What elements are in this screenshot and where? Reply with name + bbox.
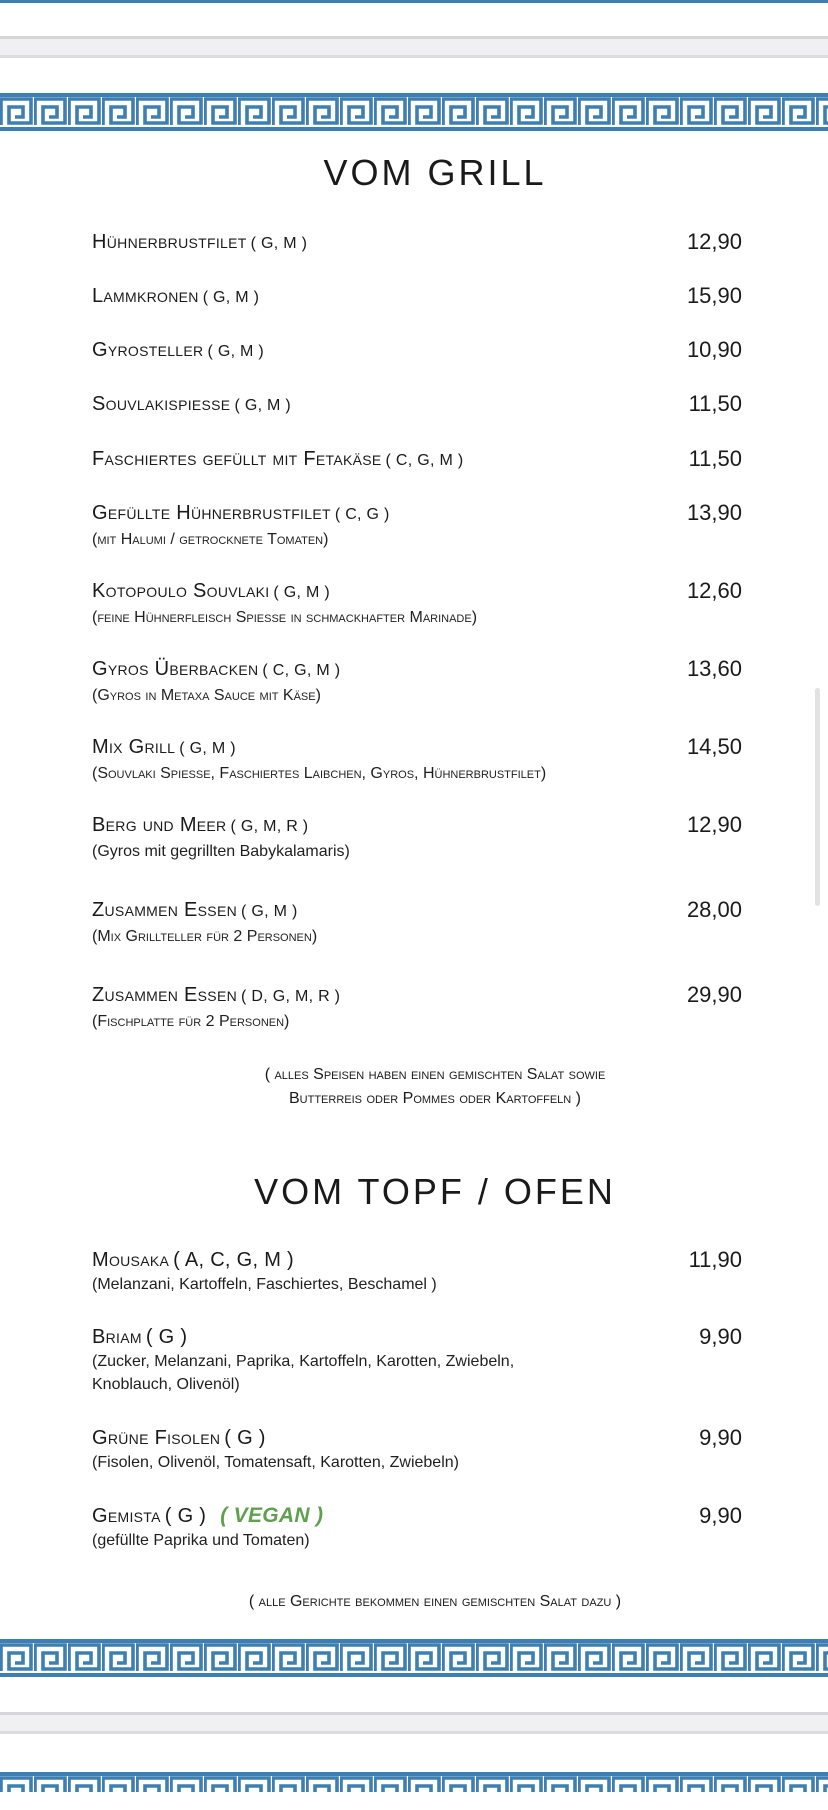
item-allergens: ( G, M ) <box>202 289 260 306</box>
item-description: (feine Hühnerfleisch Spiesse in schmackhafter Marinade) <box>92 609 478 626</box>
item-allergens: ( G, M ) <box>234 397 292 414</box>
item-allergens: ( C, G, M ) <box>262 662 341 679</box>
item-price: 11,50 <box>688 391 742 416</box>
item-description-cont: Knoblauch, Olivenöl) <box>92 1376 240 1393</box>
menu-item <box>92 1324 742 1396</box>
item-allergens: ( G, M ) <box>241 903 298 920</box>
menu-item <box>92 578 742 629</box>
item-allergens: ( G ) <box>224 1427 266 1449</box>
section-title-topf: VOM TOPF / OFEN <box>254 1171 616 1212</box>
top-border-line <box>0 0 828 3</box>
item-price: 29,90 <box>686 982 742 1007</box>
item-allergens: ( G ) <box>145 1326 188 1348</box>
item-price: 13,90 <box>686 500 742 525</box>
menu-item <box>92 446 742 474</box>
item-name: Berg und Meer <box>92 814 227 836</box>
item-name: Gyrosteller <box>92 339 204 361</box>
item-name: Gefüllte Hühnerbrustfilet <box>92 502 331 524</box>
grill-footnote <box>0 1063 828 1111</box>
item-allergens: ( G, M ) <box>207 343 265 360</box>
item-name: Lammkronen <box>92 285 199 307</box>
item-description: (Fischplatte für 2 Personen) <box>92 1013 290 1030</box>
item-description: (Zucker, Melanzani, Paprika, Kartoffeln, Karotten, Zwiebeln, <box>92 1353 515 1370</box>
scrollbar-thumb[interactable] <box>815 688 820 906</box>
item-allergens: ( A, C, G, M ) <box>173 1249 294 1271</box>
page-separator <box>0 1712 828 1734</box>
menu-item <box>92 656 742 707</box>
item-allergens: ( C, G, M ) <box>385 452 464 469</box>
item-description: (gefüllte Paprika und Tomaten) <box>92 1532 310 1549</box>
item-allergens: ( G, M ) <box>250 235 308 252</box>
item-price: 13,60 <box>686 656 742 681</box>
item-description: (Gyros mit gegrillten Babykalamaris) <box>92 843 350 860</box>
menu-item <box>92 391 742 419</box>
menu-item <box>92 1425 742 1474</box>
item-price: 12,60 <box>686 578 742 603</box>
item-allergens: ( C, G ) <box>334 506 390 523</box>
item-allergens: ( G, M ) <box>273 584 331 601</box>
item-price: 9,90 <box>699 1425 742 1450</box>
menu-item <box>92 982 742 1033</box>
item-price: 9,90 <box>699 1503 742 1528</box>
greek-key-border-next-page <box>0 1772 828 1810</box>
page-separator <box>0 36 828 58</box>
item-price: 14,50 <box>686 734 742 759</box>
item-description: (Fisolen, Olivenöl, Tomatensaft, Karotten, Zwiebeln) <box>92 1454 459 1471</box>
item-name: Kotopoulo Souvlaki <box>92 580 270 602</box>
item-name: Mousaka <box>92 1249 170 1271</box>
greek-key-border-bottom <box>0 1639 828 1677</box>
item-name: Zusammen Essen <box>92 899 237 921</box>
item-price: 12,90 <box>686 812 742 837</box>
menu-item <box>92 897 742 948</box>
menu-item <box>92 283 742 311</box>
footnote-line: Butterreis oder Pommes oder Kartoffeln ) <box>288 1090 582 1107</box>
item-price: 15,90 <box>686 283 742 308</box>
item-description: (Souvlaki Spiesse, Faschiertes Laibchen, Gyros, Hühnerbrustfilet) <box>92 765 547 782</box>
menu-item <box>92 812 742 863</box>
menu-item <box>92 1247 742 1296</box>
item-price: 11,50 <box>688 446 742 471</box>
item-description: (mit Halumi / getrocknete Tomaten) <box>92 531 329 548</box>
item-allergens: ( G, M, R ) <box>230 818 309 835</box>
item-allergens: ( G, M ) <box>179 740 236 757</box>
item-price: 10,90 <box>686 337 742 362</box>
item-description: (Melanzani, Kartoffeln, Faschiertes, Beschamel ) <box>92 1276 437 1293</box>
item-name: Briam <box>92 1326 142 1348</box>
item-description: (Gyros in Metaxa Sauce mit Käse) <box>92 687 321 704</box>
menu-item <box>92 337 742 365</box>
menu-item <box>92 1503 742 1552</box>
item-price: 28,00 <box>686 897 742 922</box>
item-name: Hühnerbrustfilet <box>92 231 247 253</box>
footnote-line: ( alles Speisen haben einen gemischten Salat sowie <box>264 1066 606 1083</box>
topf-footnote: ( alle Gerichte bekommen einen gemischten Salat dazu ) <box>248 1593 622 1610</box>
item-name: Gemista <box>92 1505 161 1527</box>
item-name: Mix Grill <box>92 736 176 758</box>
item-price: 11,90 <box>688 1247 742 1272</box>
item-name: Zusammen Essen <box>92 984 237 1006</box>
item-name: Grüne Fisolen <box>92 1427 221 1449</box>
item-name: Faschiertes gefüllt mit Fetakäse <box>92 448 382 470</box>
item-price: 12,90 <box>686 229 742 254</box>
item-price: 9,90 <box>699 1324 742 1349</box>
item-allergens: ( G ) <box>164 1505 207 1527</box>
menu-item <box>92 734 742 785</box>
greek-key-border-top <box>0 93 828 131</box>
item-allergens: ( D, G, M, R ) <box>241 988 341 1005</box>
section-title-grill: VOM GRILL <box>323 152 547 193</box>
menu-item <box>92 500 742 551</box>
item-name: Gyros Überbacken <box>92 658 259 680</box>
item-description: (Mix Grillteller für 2 Personen) <box>92 928 318 945</box>
vegan-badge: ( VEGAN ) <box>220 1504 324 1527</box>
item-name: Souvlakispiesse <box>92 393 231 415</box>
menu-item <box>92 229 742 257</box>
